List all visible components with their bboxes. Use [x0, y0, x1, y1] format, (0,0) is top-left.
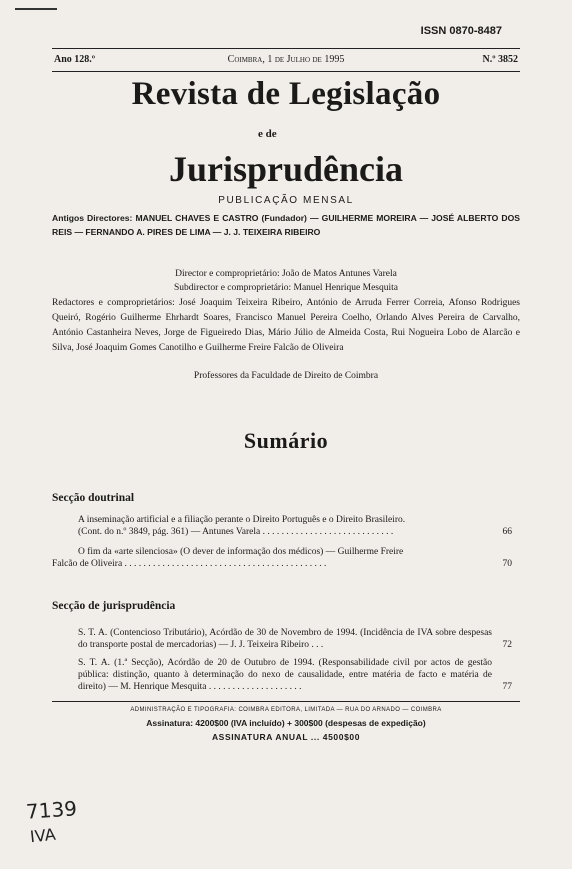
masthead-title-line2: Jurisprudência: [168, 149, 404, 189]
summary-heading: Sumário: [243, 428, 329, 453]
toc-page-number: 66: [502, 527, 512, 537]
issue-date: Coimbra, 1 de Julho de 1995: [227, 54, 345, 65]
toc-entry-cont: Falcão de Oliveira . . . . . . . . . . . . . . . . . . . . . . . . . . . . . . . . . . . . . . . . . . .: [52, 559, 327, 569]
handwritten-note: [18, 796, 98, 852]
masthead-title-line1: Revista de Legislação: [131, 76, 441, 112]
publisher-footer: [52, 701, 520, 742]
issn: ISSN 0870-8487: [420, 25, 502, 37]
handwritten-number: 7139: [25, 796, 78, 824]
subscription-price: Assinatura: 4200$00 (IVA incluído) + 300$00 (despesas de expedição): [146, 718, 426, 728]
handwritten-tag: IVA: [29, 824, 57, 847]
direction-block: [0, 267, 572, 295]
editors-list: Redactores e comproprietários: José Joaquim Teixeira Ribeiro, António de Arruda Ferrer Correia, Afonso Rodrigues Queiró, Rogério Guilherme Ehrhardt Soares, Francisco Manuel Pereira Coelho, Orlando Alves Pereira de Carvalho, António Castanheira Neves, Jorge de Figueiredo Dias, Mário Júlio de Almeida Costa, Rui Nogueira Lobo de Alarcão e Silva, José Joaquim Gomes Canotilho e Guilherme Freire Falcão de Oliveira: [52, 298, 520, 353]
annual-subscription: ASSINATURA ANUAL ... 4500$00: [211, 732, 361, 742]
toc-page-number: 72: [502, 640, 512, 650]
toc-entry: [78, 514, 512, 538]
toc-entry: [78, 627, 512, 651]
section-jurisprudence-title: Secção de jurisprudência: [52, 600, 176, 612]
toc-page-number: 77: [502, 682, 512, 692]
toc-page-number: 70: [502, 559, 512, 569]
masthead-subtitle: PUBLICAÇÃO MENSAL: [218, 195, 354, 206]
section-doctrinal-title: Secção doutrinal: [52, 492, 135, 504]
subdirector: Subdirector e comproprietário: Manuel Henrique Mesquita: [174, 283, 398, 293]
toc-entry-text: A inseminação artificial e a filiação perante o Direito Português e o Direito Brasileiro.: [78, 515, 406, 525]
edge-mark: [15, 8, 57, 10]
faculty-note: Professores da Faculdade de Direito de Coimbra: [193, 371, 379, 381]
director: Director e comproprietário: João de Matos Antunes Varela: [175, 269, 397, 279]
issue-number: N.º 3852: [482, 54, 518, 65]
toc-entry-text: S. T. A. (1.ª Secção), Acórdão de 20 de Outubro de 1994. (Responsabilidade civil por actos de gestão pública: distinção, quanto à determinação do nexo de causalidade, entre matéria de facto e matéria de direito) — M. Henrique Mesquita . . . . . . . . . . . . . . . . . . . .: [78, 658, 492, 692]
former-directors: Antigos Directores: MANUEL CHAVES E CASTRO (Fundador) — GUILHERME MOREIRA — JOSÉ ALBERTO DOS REIS — FERNANDO A. PIRES DE LIMA — J. J. TEIXEIRA RIBEIRO: [52, 213, 520, 237]
toc-entry-text: O fim da «arte silenciosa» (O dever de informação dos médicos) — Guilherme Freire: [78, 547, 404, 557]
toc-entry-cont: (Cont. do n.º 3849, pág. 361) — Antunes Varela . . . . . . . . . . . . . . . . . . . . . . . . . . . .: [78, 527, 394, 537]
publisher-address: ADMINISTRAÇÃO E TIPOGRAFIA: COIMBRA EDITORA, LIMITADA — RUA DO ARNADO — COIMBRA: [130, 707, 442, 713]
toc-entry: [52, 546, 512, 570]
toc-entry-text: S. T. A. (Contencioso Tributário), Acórdão de 30 de Novembro de 1994. (Incidência de IVA sobre despesas do transporte postal de mercadorias) — J. J. Teixeira Ribeiro . . .: [78, 628, 492, 650]
masthead-conjunction: e de: [258, 128, 277, 140]
volume-year: Ano 128.º: [54, 54, 96, 65]
toc-entry: [78, 657, 512, 693]
dateline: [52, 48, 520, 72]
